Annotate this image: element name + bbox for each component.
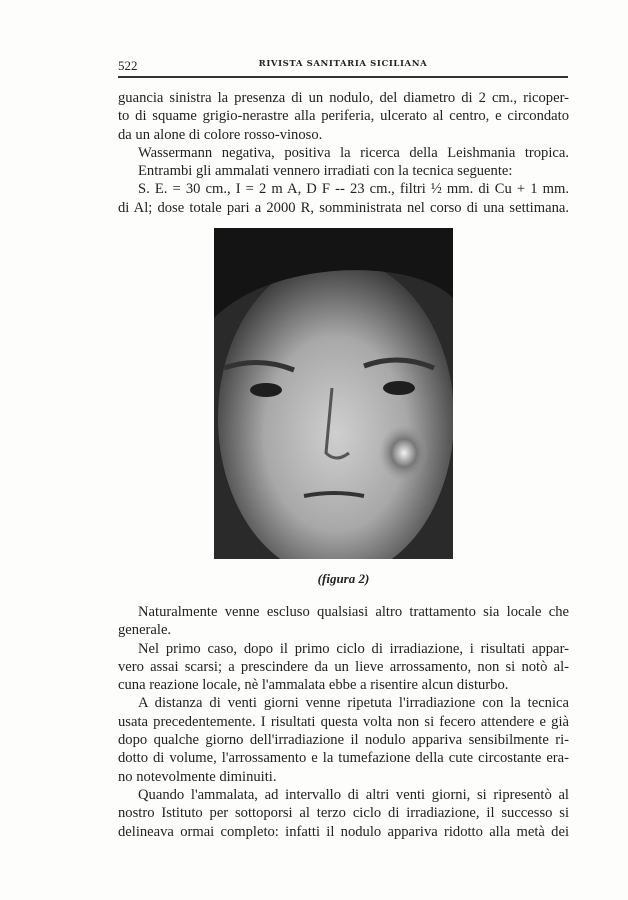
text-line: nostro Istituto per sottoporsi al terzo ciclo di irradiazione, il successo si <box>118 805 569 822</box>
text-line: da un alone di colore rosso-vinoso. <box>118 126 323 143</box>
text-line: vero assai scarsi; a prescindere da un lieve arrossamento, non si notò al- <box>118 658 569 675</box>
text-line: cuna reazione locale, nè l'ammalata ebbe a risentire alcun disturbo. <box>118 677 509 694</box>
text-line: Entrambi gli ammalati vennero irradiati con la tecnica seguente: <box>138 163 513 180</box>
text-line: delineava ormai completo: infatti il nodulo appariva ridotto alla metà dei <box>118 823 569 840</box>
text-line: usata precedentemente. I risultati questa volta non si fecero attendere e già <box>118 713 569 730</box>
text-line: no notevolmente diminuiti. <box>118 768 277 785</box>
text-line: dopo qualche giorno dell'irradiazione il nodulo appariva sensibilmente ri- <box>118 732 569 749</box>
text-line: to di squame grigio-nerastre alla periferia, ulcerato al centro, e circondato <box>118 108 569 125</box>
text-line: di Al; dose totale pari a 2000 R, somministrata nel corso di una settimana. <box>118 199 569 216</box>
text-line: S. E. = 30 cm., I = 2 m A, D F -- 23 cm., filtri ½ mm. di Cu + 1 mm. <box>138 181 569 198</box>
figure-caption: (figura 2) <box>317 571 370 586</box>
text-line: A distanza di venti giorni venne ripetuta l'irradiazione con la tecnica <box>138 695 569 712</box>
text-line: generale. <box>118 622 172 639</box>
text-line: Wassermann negativa, positiva la ricerca della Leishmania tropica. <box>138 144 569 161</box>
text-line: dotto di volume, l'arrossamento e la tumefazione della cute circostante era- <box>118 750 569 767</box>
text-line: Naturalmente venne escluso qualsiasi altro trattamento sia locale che <box>138 604 569 620</box>
text-line: guancia sinistra la presenza di un nodulo, del diametro di 2 cm., ricoper- <box>118 90 569 106</box>
text-line: Nel primo caso, dopo il primo ciclo di irradiazione, i risultati appar- <box>138 640 569 657</box>
running-header <box>118 58 568 72</box>
body-text-top <box>118 89 569 217</box>
header-rule <box>118 76 568 78</box>
page-number: 522 <box>118 58 138 73</box>
journal-title: RIVISTA SANITARIA SICILIANA <box>258 59 428 69</box>
figure-photo <box>214 228 453 559</box>
body-text-bottom <box>118 603 569 841</box>
text-line: Quando l'ammalata, ad intervallo di altri venti giorni, si ripresentò al <box>138 786 569 803</box>
